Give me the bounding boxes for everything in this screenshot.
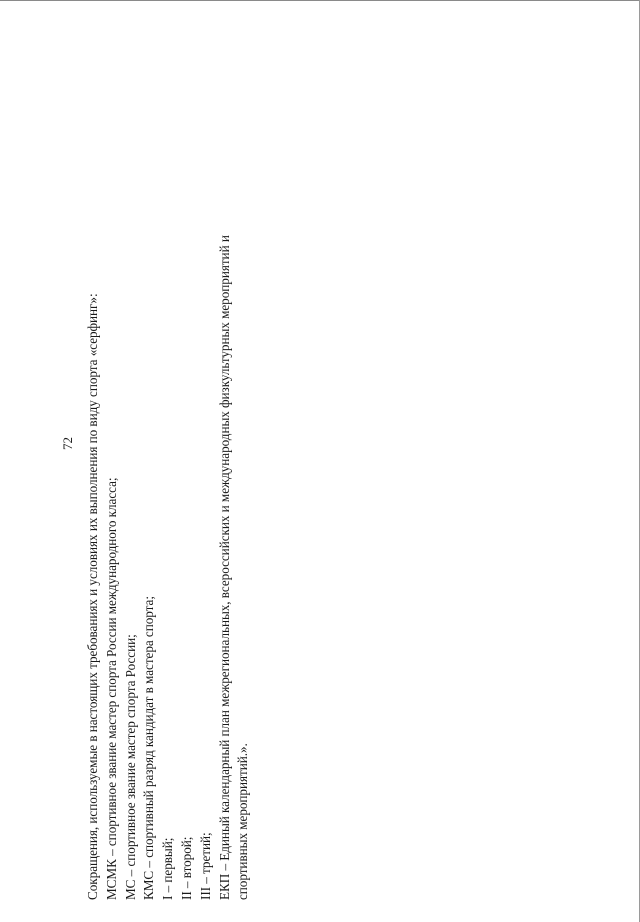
- list-item-msmk: МСМК – спортивное звание мастер спорта России международного класса;: [103, 477, 119, 900]
- list-item-kms: КМС – спортивный разряд кандидат в мастера спорта;: [141, 596, 157, 900]
- abbreviations-list: [84, 20, 253, 900]
- page-number: 72: [60, 437, 75, 450]
- list-item-first: I – первый;: [160, 837, 176, 900]
- list-item-second: II – второй;: [178, 836, 194, 900]
- list-item-ekp-continuation: спортивных мероприятий.».: [235, 743, 251, 900]
- list-item-third: III – третий;: [197, 832, 213, 900]
- page-edge-top: [0, 0, 640, 1]
- list-item-ekp: ЕКП – Единый календарный план межрегиональных, всероссийских и международных физкультурных мероприятий и: [216, 235, 232, 900]
- list-item-ms: МС – спортивное звание мастер спорта России;: [122, 634, 138, 900]
- abbreviations-intro: Сокращения, используемые в настоящих требованиях и условиях их выполнения по виду спорта «серфинг»:: [85, 293, 100, 900]
- rotated-text-block: [60, 20, 260, 900]
